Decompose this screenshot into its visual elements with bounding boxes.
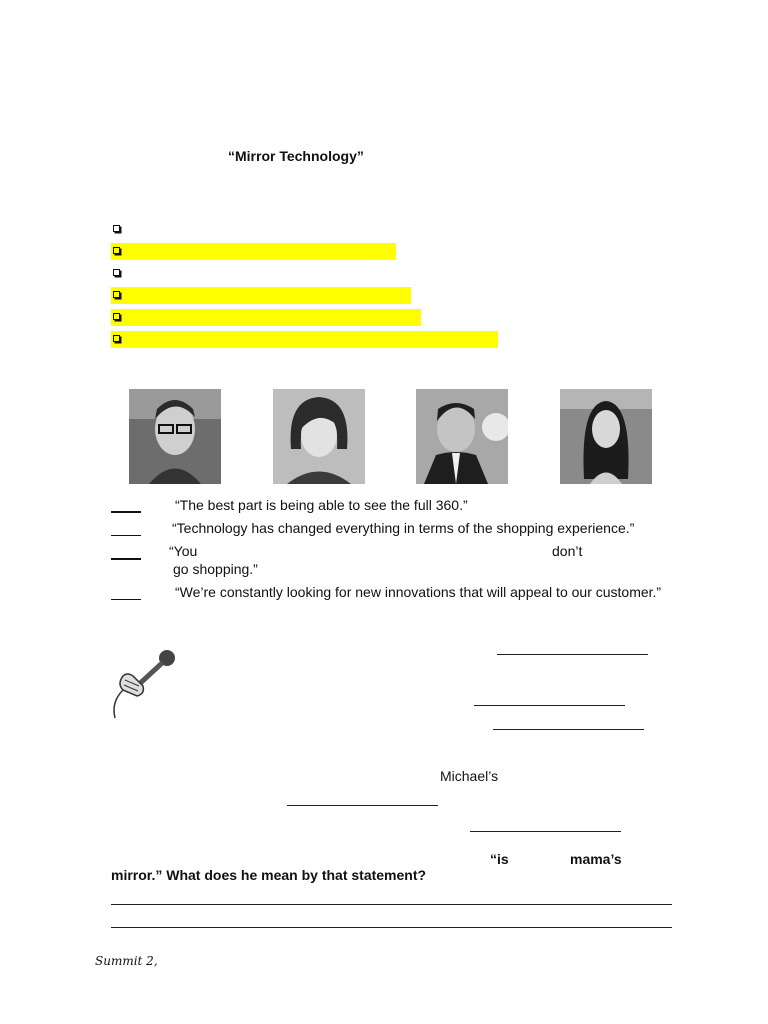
- answer-line[interactable]: [111, 904, 672, 905]
- question-text: mirror.” What does he mean by that statement?: [111, 867, 427, 883]
- answer-line[interactable]: [493, 729, 644, 730]
- highlight-bar: [111, 287, 411, 304]
- quote-text: go shopping.”: [173, 561, 258, 577]
- answer-blank[interactable]: [111, 558, 141, 560]
- michael-label: Michael’s: [440, 768, 499, 784]
- answer-line[interactable]: [474, 705, 625, 706]
- quote-text: “We’re constantly looking for new innovations that will appeal to our customer.”: [175, 584, 662, 600]
- checklist-item: [111, 287, 411, 304]
- portrait-woman-bob-icon: [273, 389, 365, 484]
- microphone-icon: [109, 646, 179, 720]
- checkbox-icon[interactable]: [113, 335, 120, 342]
- checkbox-icon[interactable]: [113, 313, 120, 320]
- checkbox-icon[interactable]: [113, 247, 120, 254]
- checklist-item: [111, 309, 421, 326]
- footer-text: Summit 2,: [95, 954, 158, 968]
- answer-blank[interactable]: [111, 535, 141, 536]
- highlight-bar: [111, 309, 421, 326]
- quote-text: don’t: [552, 543, 583, 559]
- checklist-item: [111, 265, 121, 282]
- answer-line[interactable]: [497, 654, 648, 655]
- question-fragment: mama’s: [570, 851, 622, 867]
- portrait-man-glasses-icon: [129, 389, 221, 484]
- page-title: “Mirror Technology”: [228, 148, 364, 164]
- checkbox-icon[interactable]: [113, 291, 120, 298]
- portrait-woman-longhair-icon: [560, 389, 652, 484]
- checklist-item: [111, 243, 396, 260]
- answer-line[interactable]: [287, 805, 438, 806]
- answer-line[interactable]: [470, 831, 621, 832]
- checkbox-icon[interactable]: [113, 269, 120, 276]
- checklist-item: [111, 221, 121, 238]
- quote-text: “You: [169, 543, 198, 559]
- highlight-bar: [111, 243, 396, 260]
- answer-line[interactable]: [111, 927, 672, 928]
- answer-blank[interactable]: [111, 511, 141, 513]
- quote-text: “Technology has changed everything in terms of the shopping experience.”: [172, 520, 635, 536]
- answer-blank[interactable]: [111, 599, 141, 600]
- question-fragment: “is: [490, 851, 509, 867]
- highlight-bar: [111, 331, 498, 348]
- quote-text: “The best part is being able to see the full 360.”: [175, 497, 468, 513]
- checklist-item: [111, 331, 498, 348]
- checkbox-icon[interactable]: [113, 225, 120, 232]
- portrait-man-suit-icon: [416, 389, 508, 484]
